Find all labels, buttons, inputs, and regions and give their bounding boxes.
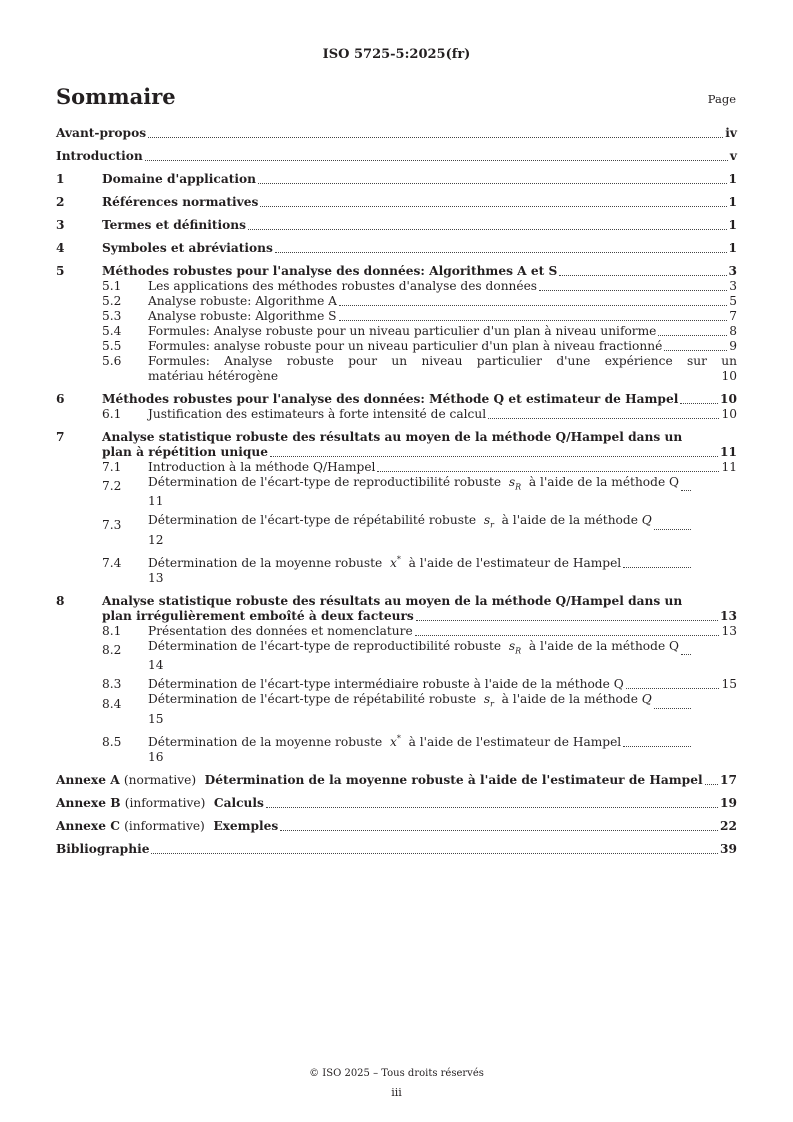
toc-entry-5[interactable]: 5 Méthodes robustes pour l'analyse des données: Algorithmes A et S 3 bbox=[56, 264, 737, 278]
toc-entry-annexe-b[interactable]: Annexe B (informative) Calculs 19 bbox=[56, 795, 737, 810]
toc-entry-8[interactable]: 8 Analyse statistique robuste des résultats au moyen de la méthode Q/Hampel dans un plan irrégulièrement emboîté à deux facteurs 13 bbox=[56, 593, 737, 623]
toc-entry-5-6[interactable]: 5.6 Formules: Analyse robuste pour un niveau particulier d'une expérience sur un matériau hétérogène 10 bbox=[102, 354, 737, 383]
toc-entry-7-2[interactable]: 7.2 Détermination de l'écart-type de reproductibilité robuste $s_R$ à l'aide de la méthode Q 11 bbox=[56, 475, 737, 509]
toc-entry-2[interactable]: 2 Références normatives 1 bbox=[56, 195, 737, 209]
page-column-label: Page bbox=[707, 92, 736, 106]
toc-entry-3[interactable]: 3 Termes et définitions 1 bbox=[56, 218, 737, 232]
toc-entry-5-3[interactable]: 5.3 Analyse robuste: Algorithme S 7 bbox=[102, 309, 737, 323]
toc-entry-7[interactable]: 7 Analyse statistique robuste des résultats au moyen de la méthode Q/Hampel dans un plan à répétition unique 11 bbox=[56, 430, 737, 459]
toc-entry-5-5[interactable]: 5.5 Formules: analyse robuste pour un niveau particulier d'un plan à niveau fractionné 9 bbox=[102, 339, 737, 353]
toc-entry-annexe-c[interactable]: Annexe C (informative) Exemples 22 bbox=[56, 818, 737, 833]
toc-entry-introduction[interactable]: Introduction v bbox=[56, 149, 737, 163]
toc-entry-annexe-a[interactable]: Annexe A (normative) Détermination de la moyenne robuste à l'aide de l'estimateur de Hampel 17 bbox=[56, 772, 737, 787]
toc-entry-1[interactable]: 1 Domaine d'application 1 bbox=[56, 172, 737, 186]
toc-entry-8-2[interactable]: 8.2 Détermination de l'écart-type de reproductibilité robuste $s_R$ à l'aide de la méthode Q 14 bbox=[56, 639, 737, 673]
toc-entry-8-4[interactable]: 8.4 Détermination de l'écart-type de répétabilité robuste $s_r$ à l'aide de la méthode Q 15 bbox=[56, 692, 737, 726]
toc-entry-5-4[interactable]: 5.4 Formules: Analyse robuste pour un niveau particulier d'un plan à niveau uniforme 8 bbox=[102, 324, 737, 338]
toc-entry-4[interactable]: 4 Symboles et abréviations 1 bbox=[56, 241, 737, 255]
page-number: iii bbox=[391, 1086, 402, 1099]
toc-entry-8-5[interactable]: 8.5 Détermination de la moyenne robuste x* à l'aide de l'estimateur de Hampel 16 bbox=[56, 731, 737, 765]
table-of-contents bbox=[56, 126, 737, 857]
toc-entry-8-1[interactable]: 8.1 Présentation des données et nomenclature 13 bbox=[102, 623, 737, 638]
copyright-footer: © ISO 2025 – Tous droits réservés bbox=[309, 1068, 484, 1079]
toc-entry-8-3[interactable]: 8.3 Détermination de l'écart-type intermédiaire robuste à l'aide de la méthode Q 15 bbox=[102, 677, 737, 692]
toc-entry-avant-propos[interactable]: Avant-propos iv bbox=[56, 126, 737, 140]
toc-entry-6[interactable]: 6 Méthodes robustes pour l'analyse des données: Méthode Q et estimateur de Hampel 10 bbox=[56, 392, 737, 406]
toc-entry-7-4[interactable]: 7.4 Détermination de la moyenne robuste x* à l'aide de l'estimateur de Hampel 13 bbox=[56, 552, 737, 586]
document-header: ISO 5725-5:2025(fr) bbox=[322, 47, 471, 62]
toc-entry-7-1[interactable]: 7.1 Introduction à la méthode Q/Hampel 11 bbox=[102, 460, 737, 474]
page-title: Sommaire bbox=[56, 84, 176, 109]
toc-entry-7-3[interactable]: 7.3 Détermination de l'écart-type de répétabilité robuste $s_r$ à l'aide de la méthode Q 12 bbox=[56, 513, 737, 547]
toc-entry-5-2[interactable]: 5.2 Analyse robuste: Algorithme A 5 bbox=[102, 294, 737, 308]
toc-entry-6-1[interactable]: 6.1 Justification des estimateurs à forte intensité de calcul 10 bbox=[102, 407, 737, 421]
toc-entry-5-1[interactable]: 5.1 Les applications des méthodes robustes d'analyse des données 3 bbox=[102, 279, 737, 293]
toc-entry-bibliographie[interactable]: Bibliographie 39 bbox=[56, 841, 737, 856]
